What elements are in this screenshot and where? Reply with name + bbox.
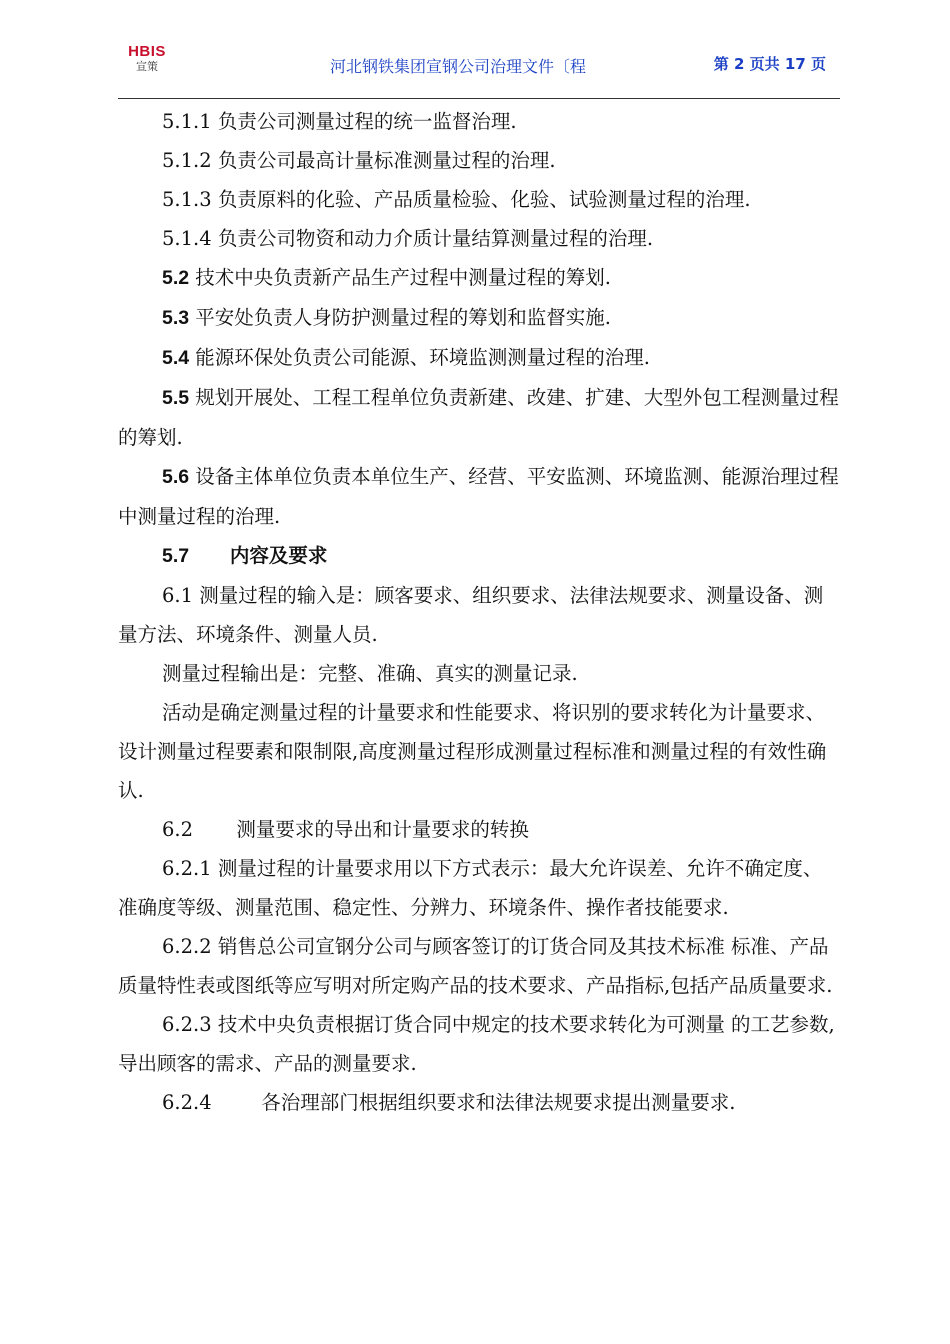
clause-text: 负责公司测量过程的统一监督治理.: [211, 110, 517, 133]
paragraph-5-3: [118, 298, 840, 338]
paragraph-5-4: [118, 338, 840, 378]
clause-number: 5.6: [162, 466, 190, 488]
clause-number: 5.1.2: [162, 149, 212, 172]
clause-text: 各治理部门根据组织要求和法律法规要求提出测量要求.: [211, 1091, 736, 1114]
clause-number: 6.2: [162, 818, 194, 841]
paragraph-6-2-2: [118, 927, 840, 1005]
clause-number: 5.1.3: [162, 188, 212, 211]
clause-number: 6.2.4: [162, 1091, 212, 1114]
paragraph-6-2-3: [118, 1005, 840, 1083]
clause-text: 测量过程的输入是：顾客要求、组织要求、法律法规要求、测量设备、测量方法、环境条件、测量人员.: [118, 584, 824, 646]
clause-text: 设备主体单位负责本单位生产、经营、平安监测、环境监测、能源治理过程中测量过程的治理.: [118, 465, 839, 528]
clause-number: 5.5: [162, 387, 190, 409]
paragraph-activity: [118, 693, 840, 810]
paragraph-5-1-2: [118, 141, 840, 180]
paragraph-6-2-4: [118, 1083, 840, 1122]
clause-number: 5.7: [162, 545, 190, 567]
hbis-logo: [122, 43, 172, 74]
section-heading-5-7: [118, 536, 840, 576]
clause-text: 负责公司最高计量标准测量过程的治理.: [211, 149, 556, 172]
clause-text: 技术中央负责根据订货合同中规定的技术要求转化为可测量 的工艺参数,导出顾客的需求、产品的测量要求.: [118, 1013, 835, 1075]
page-number: 第 2 页共 17 页: [713, 55, 826, 73]
paragraph-5-6: [118, 457, 840, 536]
clause-number: 5.1.4: [162, 227, 212, 250]
page-header: [118, 40, 840, 99]
document-title: 河北钢铁集团宣钢公司治理文件〔程: [330, 57, 587, 76]
clause-number: 5.3: [162, 307, 190, 329]
logo-text: HBIS: [128, 43, 166, 60]
clause-text: 负责原料的化验、产品质量检验、化验、试验测量过程的治理.: [211, 188, 751, 211]
clause-text: 平安处负责人身防护测量过程的筹划和监督实施.: [189, 306, 612, 329]
clause-number: 6.1: [162, 584, 194, 607]
document-body: [118, 102, 840, 1122]
clause-number: 6.2.2: [162, 935, 212, 958]
clause-text: 销售总公司宣钢分公司与顾客签订的订货合同及其技术标准 标准、产品质量特性表或图纸等应写明对所定购产品的技术要求、产品指标,包括产品质量要求.: [118, 935, 833, 997]
clause-text: 能源环保处负责公司能源、环境监测测量过程的治理.: [189, 346, 651, 369]
clause-text: 测量要求的导出和计量要求的转换: [193, 818, 529, 841]
clause-text: 测量过程的计量要求用以下方式表示：最大允许误差、允许不确定度、准确度等级、测量范围、稳定性、分辨力、环境条件、操作者技能要求.: [118, 857, 823, 919]
clause-text: 负责公司物资和动力介质计量结算测量过程的治理.: [211, 227, 654, 250]
paragraph-6-2: [118, 810, 840, 849]
clause-number: 5.1.1: [162, 110, 212, 133]
paragraph-5-1-1: [118, 102, 840, 141]
clause-text: 技术中央负责新产品生产过程中测量过程的筹划.: [189, 266, 612, 289]
clause-text: 内容及要求: [189, 544, 328, 567]
paragraph-5-1-4: [118, 219, 840, 258]
clause-text: 测量过程输出是：完整、准确、真实的测量记录.: [162, 662, 578, 685]
clause-number: 5.4: [162, 347, 190, 369]
paragraph-6-1: [118, 576, 840, 654]
paragraph-5-1-3: [118, 180, 840, 219]
paragraph-5-2: [118, 258, 840, 298]
clause-number: 6.2.3: [162, 1013, 212, 1036]
paragraph-output: [118, 654, 840, 693]
clause-text: 活动是确定测量过程的计量要求和性能要求、将识别的要求转化为计量要求、设计测量过程要素和限制限,高度测量过程形成测量过程标准和测量过程的有效性确认.: [118, 701, 827, 802]
paragraph-5-5: [118, 378, 840, 457]
clause-number: 5.2: [162, 267, 190, 289]
logo-subtext: 宣策: [136, 61, 158, 73]
clause-number: 6.2.1: [162, 857, 212, 880]
paragraph-6-2-1: [118, 849, 840, 927]
clause-text: 规划开展处、工程工程单位负责新建、改建、扩建、大型外包工程测量过程的筹划.: [118, 386, 839, 449]
